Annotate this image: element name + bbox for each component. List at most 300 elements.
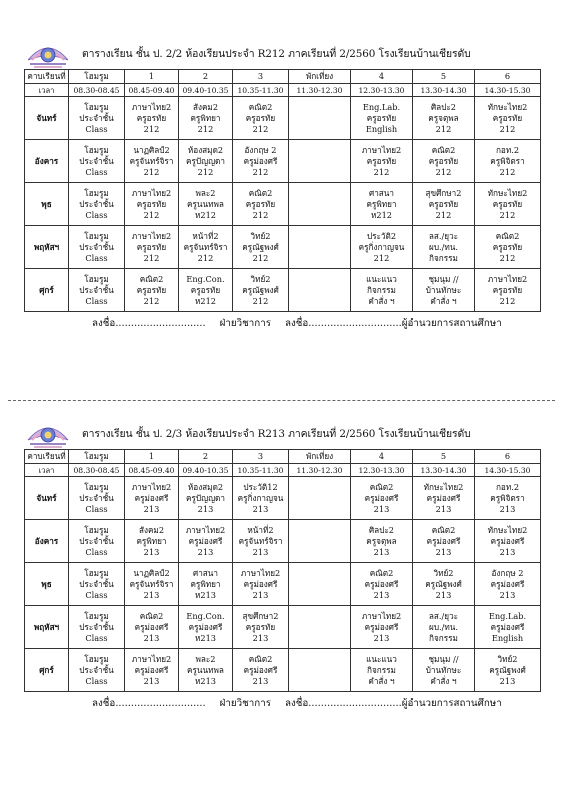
class-cell-line: ครูม่องศรี xyxy=(490,535,525,546)
class-cell-line: หน้าที่2 xyxy=(247,524,274,535)
class-cell-line: คณิต2 xyxy=(431,144,456,155)
time-cell: 09.40-10.35 xyxy=(179,464,233,477)
signature-line xyxy=(92,316,516,331)
class-cell xyxy=(69,606,125,649)
class-cell-line: ศิลปะ2 xyxy=(368,524,395,535)
class-cell-line: ครูอรทัย xyxy=(136,284,167,295)
class-cell-line: 213 xyxy=(252,503,269,514)
time-cell: 08.45-09.40 xyxy=(125,84,179,97)
class-cell-line: ห213 xyxy=(194,675,217,686)
class-cell-line: ภาษาไทย2 xyxy=(361,144,402,155)
time-cell: 14.30-15.30 xyxy=(475,464,541,477)
class-cell-line: ประจำชั้น xyxy=(79,621,114,632)
day-row xyxy=(25,563,541,606)
lunch-break-cell xyxy=(289,649,351,692)
period-header-cell: 4 xyxy=(351,70,413,84)
class-cell-line: Class xyxy=(85,209,108,220)
class-cell-line: ศาสนา xyxy=(369,187,394,198)
class-cell xyxy=(179,520,233,563)
class-cell xyxy=(125,563,179,606)
class-cell-line: 213 xyxy=(499,546,516,557)
class-cell-line: 213 xyxy=(435,503,452,514)
period-header-cell: 2 xyxy=(179,450,233,464)
cut-line-divider xyxy=(8,400,555,401)
class-cell-line: แนะแนว xyxy=(366,273,397,284)
period-header-cell: 1 xyxy=(125,450,179,464)
class-cell xyxy=(125,269,179,312)
class-cell xyxy=(69,649,125,692)
class-cell xyxy=(179,140,233,183)
class-cell xyxy=(351,563,413,606)
time-cell: 08.45-09.40 xyxy=(125,464,179,477)
class-cell-line: Class xyxy=(85,589,108,600)
class-cell-line: ครูอรทัย xyxy=(492,198,523,209)
class-cell-line: Class xyxy=(85,632,108,643)
class-cell-line: English xyxy=(491,632,524,643)
class-cell-line: ลส./ยุวะ xyxy=(428,610,459,621)
class-cell-line: ครูม่องศรี xyxy=(134,664,169,675)
class-cell-line: Eng.Con. xyxy=(186,273,225,284)
time-row xyxy=(25,84,541,97)
class-cell-line: กิจกรรม xyxy=(367,284,396,295)
time-cell: 11.30-12.30 xyxy=(289,464,351,477)
class-cell-line: ครูณัฐพงศ์ xyxy=(425,578,462,589)
class-cell xyxy=(475,183,541,226)
period-header-cell: 1 xyxy=(125,70,179,84)
class-cell xyxy=(413,97,475,140)
class-cell xyxy=(351,606,413,649)
class-cell-line: 212 xyxy=(143,123,160,134)
class-cell xyxy=(413,649,475,692)
class-cell xyxy=(351,649,413,692)
class-cell xyxy=(69,226,125,269)
lunch-break-cell xyxy=(289,606,351,649)
time-cell: 14.30-15.30 xyxy=(475,84,541,97)
time-cell: เวลา xyxy=(25,464,69,477)
class-cell-line: Eng.Lab. xyxy=(362,101,401,112)
period-header-cell: 3 xyxy=(233,450,289,464)
lunch-break-cell xyxy=(289,183,351,226)
class-cell-line: 213 xyxy=(143,632,160,643)
class-cell-line: ห้องสมุด2 xyxy=(187,481,224,492)
class-cell-line: Class xyxy=(85,295,108,306)
class-cell-line: 212 xyxy=(197,123,214,134)
class-cell-line: 212 xyxy=(435,123,452,134)
class-cell xyxy=(125,183,179,226)
class-cell-line: 212 xyxy=(143,295,160,306)
signature-right-role: ผู้อำนวยการสถานศึกษา xyxy=(401,698,502,709)
class-cell-line: นาฏศิลป์2 xyxy=(133,567,170,578)
class-cell-line: โฮมรูม xyxy=(84,610,109,621)
class-cell-line: Class xyxy=(85,546,108,557)
period-header-cell: พักเที่ยง xyxy=(289,70,351,84)
day-row xyxy=(25,269,541,312)
class-cell-line: 212 xyxy=(143,166,160,177)
class-cell-line: ครูอรทัย xyxy=(136,198,167,209)
time-row xyxy=(25,464,541,477)
class-cell-line: Class xyxy=(85,166,108,177)
class-cell-line: ห้องสมุด2 xyxy=(187,144,224,155)
lunch-break-cell xyxy=(289,226,351,269)
class-cell-line: ครูอรทัย xyxy=(366,112,397,123)
class-cell-line: ประจำชั้น xyxy=(79,535,114,546)
class-cell-line: ประจำชั้น xyxy=(79,112,114,123)
class-cell-line: 213 xyxy=(252,589,269,600)
class-cell-line: ครูม่องศรี xyxy=(364,621,399,632)
lunch-break-cell xyxy=(289,563,351,606)
class-cell-line: 212 xyxy=(197,166,214,177)
class-cell-line: ครูม่องศรี xyxy=(188,621,223,632)
class-cell-line: ครูนนทพล xyxy=(187,664,224,675)
class-cell-line: ครูอรทัย xyxy=(428,198,459,209)
time-cell: 10.35-11.30 xyxy=(233,464,289,477)
day-label: อังคาร xyxy=(25,520,69,563)
period-header-row xyxy=(25,450,541,464)
class-cell-line: โฮมรูม xyxy=(84,187,109,198)
class-cell-line: 213 xyxy=(252,675,269,686)
class-cell-line: โฮมรูม xyxy=(84,481,109,492)
class-cell-line: 212 xyxy=(252,166,269,177)
period-header-cell: 5 xyxy=(413,70,475,84)
class-cell xyxy=(179,649,233,692)
class-cell-line: ครูกิ่งกาญจน xyxy=(237,492,284,503)
class-cell-line: ห212 xyxy=(370,209,393,220)
class-cell-line: โฮมรูม xyxy=(84,653,109,664)
class-cell-line: ลส./ยุวะ xyxy=(428,230,459,241)
day-label: พุธ xyxy=(25,563,69,606)
class-cell-line: สังคม2 xyxy=(192,101,219,112)
class-cell xyxy=(413,140,475,183)
class-cell xyxy=(351,520,413,563)
class-cell-line: กอท.2 xyxy=(495,144,520,155)
class-cell-line: แนะแนว xyxy=(366,653,397,664)
schedule-sheet xyxy=(0,418,563,709)
class-cell-line: 213 xyxy=(373,546,390,557)
period-header-cell: 4 xyxy=(351,450,413,464)
period-header-cell: 2 xyxy=(179,70,233,84)
class-cell-line: ครูอรทัย xyxy=(428,155,459,166)
class-cell-line: ทักษะไทย2 xyxy=(487,524,528,535)
class-cell-line: 212 xyxy=(197,252,214,263)
class-cell-line: 212 xyxy=(499,295,516,306)
signature-left-role: ฝ่ายวิชาการ xyxy=(219,698,271,709)
class-cell xyxy=(351,269,413,312)
class-cell-line: บ้านทักษะ xyxy=(425,284,462,295)
class-cell-line: ครูพิทยา xyxy=(136,535,167,546)
class-cell-line: ครูปัญญดา xyxy=(186,492,225,503)
class-cell-line: ผบ./ทน. xyxy=(429,621,458,632)
class-cell-line: ครูพิทยา xyxy=(190,578,221,589)
class-cell xyxy=(125,606,179,649)
school-logo-icon xyxy=(24,38,72,72)
class-cell-line: 212 xyxy=(252,295,269,306)
class-cell-line: ประจำชั้น xyxy=(79,155,114,166)
class-cell-line: อังกฤษ 2 xyxy=(491,567,524,578)
day-row xyxy=(25,226,541,269)
class-cell-line: โฮมรูม xyxy=(84,524,109,535)
class-cell-line: 213 xyxy=(252,632,269,643)
time-cell: 12.30-13.30 xyxy=(351,84,413,97)
class-cell xyxy=(179,269,233,312)
class-cell xyxy=(233,97,289,140)
class-cell-line: คณิต2 xyxy=(369,481,394,492)
class-cell-line: ภาษาไทย2 xyxy=(361,610,402,621)
class-cell-line: ครูอรทัย xyxy=(492,284,523,295)
class-cell-line: บ้านทักษะ xyxy=(425,664,462,675)
time-cell: 08.30-08.45 xyxy=(69,84,125,97)
class-cell-line: 212 xyxy=(499,252,516,263)
day-label: พุธ xyxy=(25,183,69,226)
class-cell-line: ครูจตุพล xyxy=(366,535,397,546)
class-cell xyxy=(233,477,289,520)
class-cell-line: 212 xyxy=(373,252,390,263)
class-cell xyxy=(179,183,233,226)
class-cell xyxy=(125,649,179,692)
class-cell-line: ภาษาไทย2 xyxy=(240,567,281,578)
class-cell-line: English xyxy=(365,123,398,134)
class-cell-line: คำสั่ง ฯ xyxy=(368,295,395,306)
class-cell-line: ครูม่องศรี xyxy=(426,492,461,503)
period-header-cell: คาบเรียนที่ xyxy=(25,70,69,84)
signature-left-role: ฝ่ายวิชาการ xyxy=(219,318,271,329)
class-cell xyxy=(233,226,289,269)
class-cell xyxy=(413,269,475,312)
class-cell-line: ทักษะไทย2 xyxy=(487,101,528,112)
class-cell-line: ครูม่องศรี xyxy=(490,621,525,632)
class-cell xyxy=(475,606,541,649)
class-cell-line: 212 xyxy=(373,166,390,177)
class-cell-line: ห212 xyxy=(194,295,217,306)
class-cell-line: คณิต2 xyxy=(248,653,273,664)
class-cell-line: คณิต2 xyxy=(139,610,164,621)
class-cell-line: ประจำชั้น xyxy=(79,664,114,675)
class-cell-line: คณิต2 xyxy=(248,101,273,112)
class-cell-line: ประจำชั้น xyxy=(79,241,114,252)
class-cell-line: 213 xyxy=(197,546,214,557)
class-cell-line: ครูอรทัย xyxy=(136,112,167,123)
class-cell-line: 213 xyxy=(143,589,160,600)
class-cell-line: ครูจันทร์จิรา xyxy=(238,535,283,546)
class-cell-line: ประจำชั้น xyxy=(79,492,114,503)
class-cell xyxy=(233,563,289,606)
class-cell-line: 212 xyxy=(435,166,452,177)
class-cell-line: โฮมรูม xyxy=(84,101,109,112)
class-cell-line: ภาษาไทย2 xyxy=(131,230,172,241)
class-cell-line: ครูม่องศรี xyxy=(134,492,169,503)
day-label: อังคาร xyxy=(25,140,69,183)
class-cell-line: ครูอรทัย xyxy=(245,198,276,209)
signature-right-role: ผู้อำนวยการสถานศึกษา xyxy=(401,318,502,329)
class-cell-line: คณิต2 xyxy=(431,524,456,535)
class-cell-line: 213 xyxy=(252,546,269,557)
class-cell xyxy=(69,563,125,606)
class-cell-line: 212 xyxy=(499,209,516,220)
class-cell-line: 212 xyxy=(499,123,516,134)
class-cell-line: 212 xyxy=(435,209,452,220)
class-cell-line: ครูม่องศรี xyxy=(243,664,278,675)
day-label: จันทร์ xyxy=(25,97,69,140)
class-cell xyxy=(69,183,125,226)
time-cell: 11.30-12.30 xyxy=(289,84,351,97)
class-cell-line: พละ2 xyxy=(195,187,216,198)
class-cell xyxy=(475,649,541,692)
class-cell-line: 212 xyxy=(252,123,269,134)
class-cell xyxy=(475,269,541,312)
class-cell-line: ครูณัฐพงศ์ xyxy=(242,241,279,252)
time-cell: 13.30-14.30 xyxy=(413,84,475,97)
class-cell-line: โฮมรูม xyxy=(84,144,109,155)
signature-right: ลงชื่อ.............................. xyxy=(284,318,402,329)
class-cell xyxy=(413,183,475,226)
class-cell-line: คำสั่ง ฯ xyxy=(368,675,395,686)
class-cell-line: กอท.2 xyxy=(495,481,520,492)
class-cell-line: ทักษะไทย2 xyxy=(487,187,528,198)
class-cell-line: ครูพิจิตรา xyxy=(490,155,525,166)
day-row xyxy=(25,520,541,563)
class-cell-line: ครูอรทัย xyxy=(492,241,523,252)
class-cell-line: ครูกิ่งกาญจน xyxy=(358,241,405,252)
class-cell-line: สังคม2 xyxy=(138,524,165,535)
class-cell-line: Eng.Lab. xyxy=(488,610,527,621)
class-cell-line: ศาสนา xyxy=(193,567,218,578)
class-cell-line: วิทย์2 xyxy=(497,653,518,664)
class-cell-line: สุขศึกษา2 xyxy=(242,610,279,621)
class-cell-line: กิจกรรม xyxy=(367,664,396,675)
class-cell-line: นาฏศิลป์2 xyxy=(133,144,170,155)
class-cell xyxy=(351,183,413,226)
class-cell-line: 213 xyxy=(435,589,452,600)
class-cell-line: ครูอรทัย xyxy=(190,284,221,295)
period-header-cell: 3 xyxy=(233,70,289,84)
class-cell xyxy=(233,269,289,312)
class-cell-line: ครูพิจิตรา xyxy=(490,492,525,503)
class-cell xyxy=(413,563,475,606)
class-cell xyxy=(69,269,125,312)
class-cell-line: หน้าที่2 xyxy=(192,230,219,241)
class-cell-line: วิทย์2 xyxy=(250,273,271,284)
class-cell-line: คำสั่ง ฯ xyxy=(430,295,457,306)
class-cell-line: อังกฤษ 2 xyxy=(244,144,277,155)
schedule-title: ตารางเรียน ชั้น ป. 2/2 ห้องเรียนประจำ R212 ภาคเรียนที่ 2/2560 โรงเรียนบ้านเชียรดับ xyxy=(82,48,471,60)
class-cell-line: Class xyxy=(85,252,108,263)
class-cell-line: 212 xyxy=(252,209,269,220)
class-cell xyxy=(351,97,413,140)
period-header-cell: คาบเรียนที่ xyxy=(25,450,69,464)
lunch-break-cell xyxy=(289,477,351,520)
class-cell-line: ครูอรทัย xyxy=(245,112,276,123)
class-cell xyxy=(233,183,289,226)
class-cell xyxy=(475,563,541,606)
class-cell-line: ห212 xyxy=(194,209,217,220)
class-cell-line: Class xyxy=(85,675,108,686)
class-cell-line: 213 xyxy=(143,503,160,514)
class-cell xyxy=(69,520,125,563)
class-cell-line: Eng.Con. xyxy=(186,610,225,621)
class-cell xyxy=(413,226,475,269)
class-cell xyxy=(351,226,413,269)
class-cell-line: ภาษาไทย2 xyxy=(487,273,528,284)
lunch-break-cell xyxy=(289,97,351,140)
class-cell-line: ครูจตุพล xyxy=(428,112,459,123)
class-cell-line: 213 xyxy=(499,503,516,514)
day-label: พฤหัสฯ xyxy=(25,606,69,649)
class-cell-line: ประจำชั้น xyxy=(79,198,114,209)
class-cell-line: โฮมรูม xyxy=(84,230,109,241)
class-cell-line: ภาษาไทย2 xyxy=(131,481,172,492)
class-cell-line: 213 xyxy=(499,675,516,686)
class-cell-line: ภาษาไทย2 xyxy=(131,187,172,198)
timetable xyxy=(24,449,541,692)
class-cell-line: ห213 xyxy=(194,632,217,643)
day-label: ศุกร์ xyxy=(25,649,69,692)
class-cell-line: ทักษะไทย2 xyxy=(423,481,464,492)
class-cell xyxy=(475,477,541,520)
class-cell-line: คณิต2 xyxy=(139,273,164,284)
class-cell xyxy=(413,477,475,520)
class-cell-line: ประจำชั้น xyxy=(79,578,114,589)
class-cell-line: ครูจันทร์จิรา xyxy=(129,578,174,589)
class-cell-line: Class xyxy=(85,503,108,514)
class-cell xyxy=(475,140,541,183)
class-cell-line: ครูพิทยา xyxy=(366,198,397,209)
class-cell-line: ผบ./ทน. xyxy=(429,241,458,252)
class-cell-line: 212 xyxy=(143,252,160,263)
day-label: ศุกร์ xyxy=(25,269,69,312)
class-cell xyxy=(233,140,289,183)
class-cell-line: ภาษาไทย2 xyxy=(185,524,226,535)
class-cell xyxy=(233,520,289,563)
signature-left: ลงชื่อ............................. xyxy=(92,318,206,329)
class-cell xyxy=(351,477,413,520)
class-cell-line: ครูม่องศรี xyxy=(188,535,223,546)
signature-right: ลงชื่อ.............................. xyxy=(284,698,402,709)
class-cell xyxy=(475,520,541,563)
time-cell: เวลา xyxy=(25,84,69,97)
class-cell-line: ชุมนุม // xyxy=(428,273,459,284)
day-row xyxy=(25,606,541,649)
day-row xyxy=(25,183,541,226)
class-cell-line: ครูณัฐพงศ์ xyxy=(242,284,279,295)
class-cell-line: คณิต2 xyxy=(248,187,273,198)
period-header-row xyxy=(25,70,541,84)
schedule-title: ตารางเรียน ชั้น ป. 2/3 ห้องเรียนประจำ R213 ภาคเรียนที่ 2/2560 โรงเรียนบ้านเชียรดับ xyxy=(82,428,471,440)
time-cell: 10.35-11.30 xyxy=(233,84,289,97)
period-header-cell: โฮมรูม xyxy=(69,450,125,464)
class-cell-line: คณิต2 xyxy=(495,230,520,241)
class-cell xyxy=(69,97,125,140)
class-cell-line: ห213 xyxy=(194,589,217,600)
class-cell-line: ครูม่องศรี xyxy=(364,578,399,589)
class-cell-line: ครูม่องศรี xyxy=(426,535,461,546)
period-header-cell: 6 xyxy=(475,450,541,464)
class-cell-line: 213 xyxy=(373,503,390,514)
school-logo-icon xyxy=(24,418,72,452)
class-cell-line: ภาษาไทย2 xyxy=(131,653,172,664)
class-cell xyxy=(475,97,541,140)
class-cell-line: ครูม่องศรี xyxy=(243,155,278,166)
class-cell-line: ครูณัฐพงศ์ xyxy=(489,664,526,675)
class-cell-line: 212 xyxy=(143,209,160,220)
class-cell-line: 213 xyxy=(197,503,214,514)
class-cell xyxy=(179,477,233,520)
class-cell-line: ประจำชั้น xyxy=(79,284,114,295)
day-label: พฤหัสฯ xyxy=(25,226,69,269)
class-cell-line: 213 xyxy=(499,589,516,600)
schedule-sheet xyxy=(0,38,563,329)
period-header-cell: โฮมรูม xyxy=(69,70,125,84)
class-cell xyxy=(125,226,179,269)
class-cell-line: 213 xyxy=(435,546,452,557)
